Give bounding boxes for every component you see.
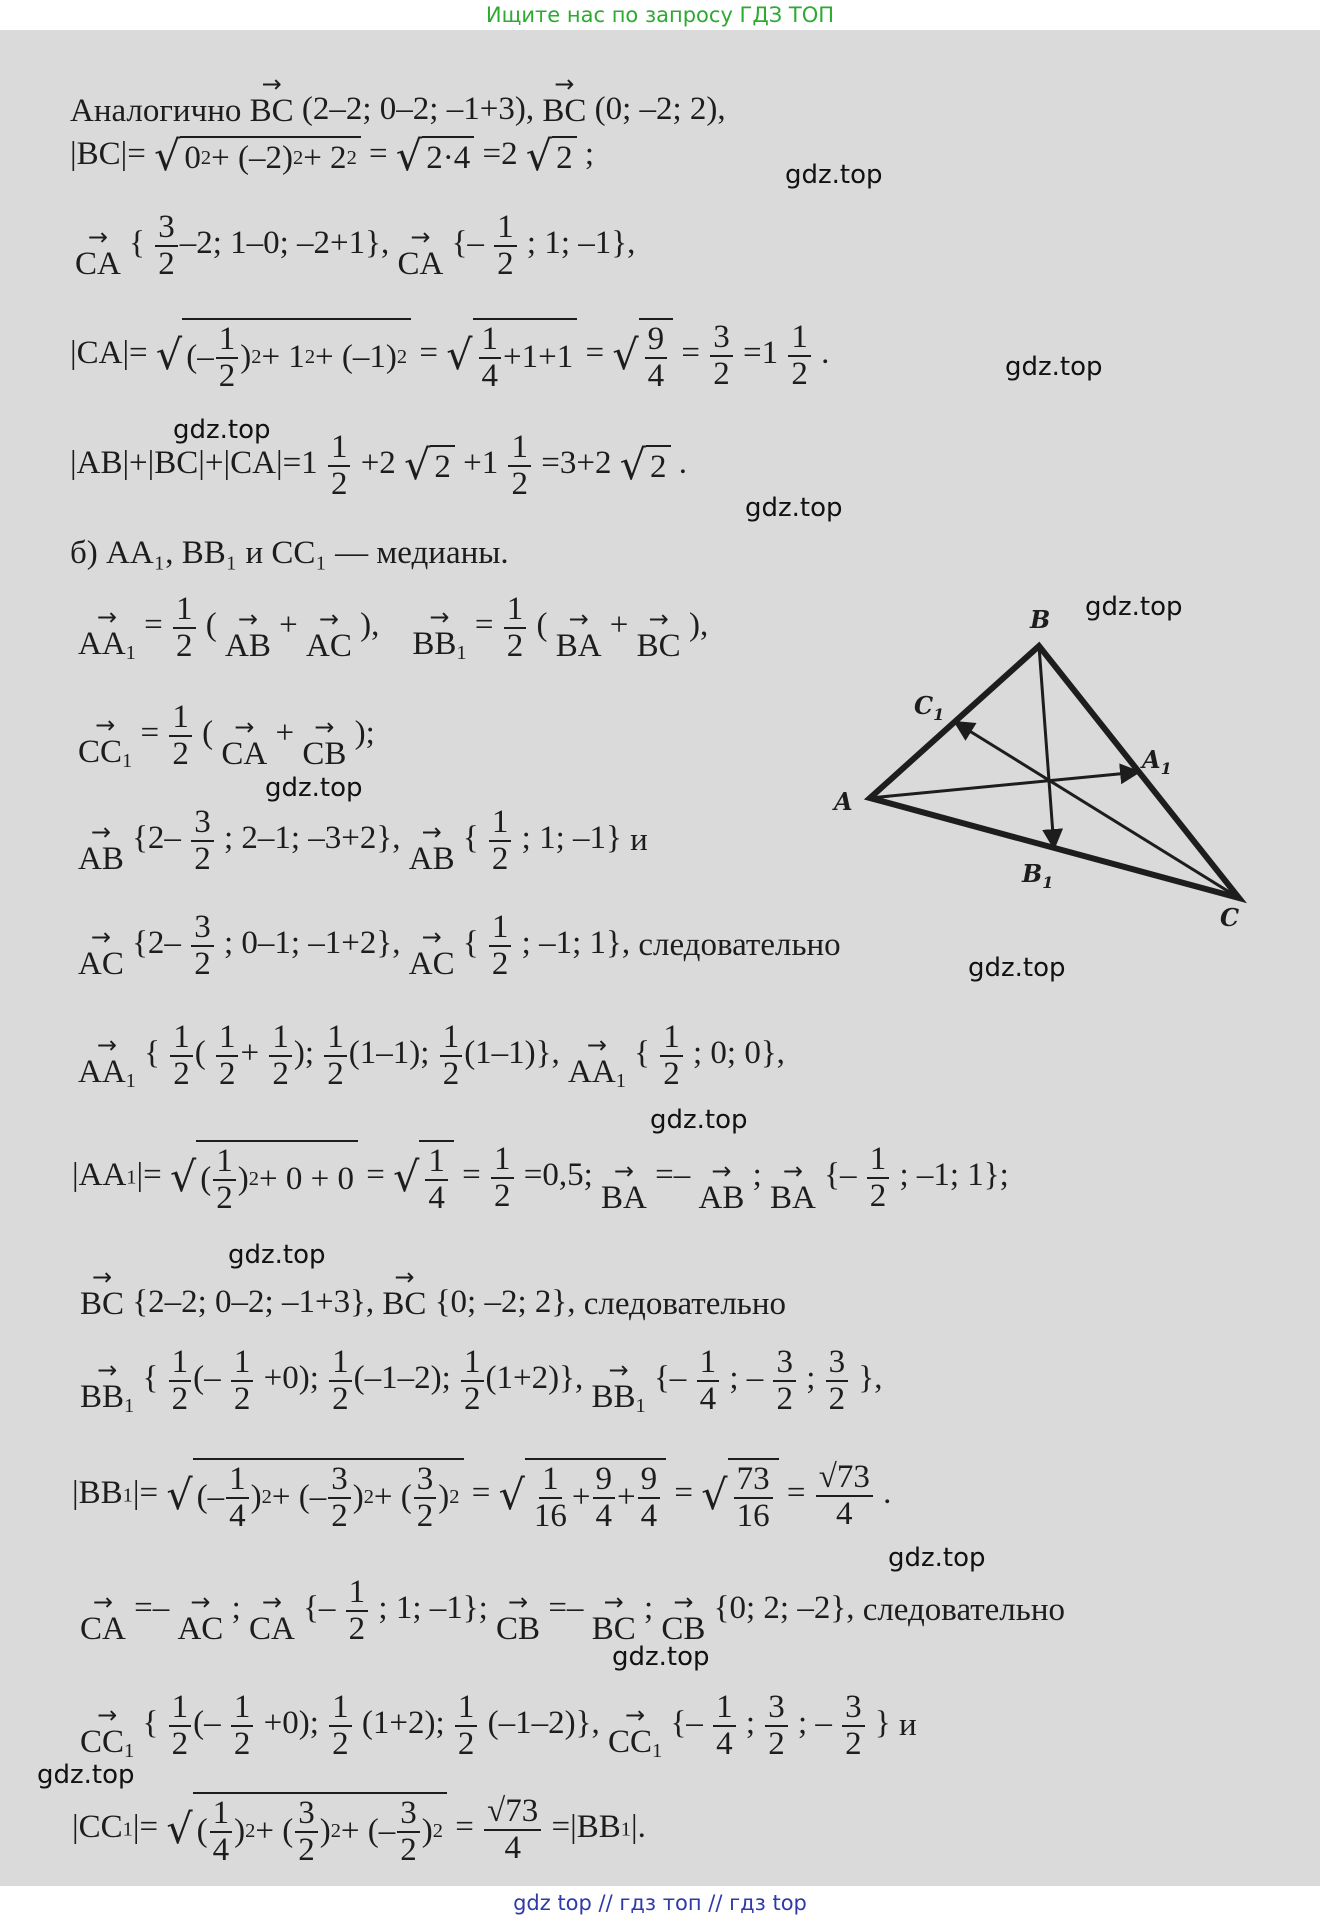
word-hence: следовательно [862, 1592, 1065, 1629]
watermark: gdz.top [1005, 352, 1103, 382]
watermark: gdz.top [612, 1642, 710, 1672]
word-and: и [899, 1707, 917, 1744]
label-c1: $C_1$ [914, 691, 945, 724]
label-b: B [1030, 605, 1051, 634]
formula-line: → BC {2–2; 0–2; –1+3}, → BC {0; –2; 2}, следовательно [80, 1266, 786, 1321]
watermark: gdz.top [785, 160, 883, 190]
watermark: gdz.top [888, 1543, 986, 1573]
word-hence: следовательно [583, 1286, 787, 1322]
formula-line: → $AA_1$ { $\frac{1}{2}$ ( $\frac{1}{2}$ + $\frac{1}{2}$ ); $\frac{1}{2}$ (1–1); $\frac{1}{2}$ (1–1)}, → $AA_1$ { $\frac{1}{2}$ ; 0; 0}, [78, 1020, 785, 1091]
watermark: gdz.top [1085, 592, 1183, 622]
triangle-outline [870, 646, 1239, 898]
label-c: C [1220, 903, 1240, 930]
watermark: gdz.top [650, 1105, 748, 1135]
watermark: gdz.top [265, 773, 363, 803]
median-bb1 [1039, 646, 1054, 848]
median-cc1 [955, 722, 1239, 898]
promo-banner[interactable]: Ищите нас по запросу ГДЗ ТОП [0, 0, 1320, 30]
formula-line [70, 535, 509, 570]
formula-line: → AB {2– $\frac{3}{2}$ ; 2–1; –3+2}, → AB { $\frac{1}{2}$ ; 1; –1} и [78, 805, 648, 876]
watermark: gdz.top [745, 493, 843, 523]
watermark: gdz.top [968, 953, 1066, 983]
formula-line: |CA|= √ (– 1 2 ) 2 + 1 2 + (–1) 2 = √ 1 4 +1+1 = √ 9 4 = $\frac{3}{2}$ =1 $\frac{1}{2}$ . [70, 319, 830, 394]
scanned-page [0, 30, 1320, 1886]
formula-line: Аналогично → BC (2–2; 0–2; –1+3), → BC (0; –2; 2), [70, 73, 726, 128]
median-aa1 [870, 772, 1139, 798]
part-b-intro: б) AA₁, BB₁ и CC₁ — медианы. [70, 534, 509, 571]
formula-line: |CC1|= √ ( 1 4 ) 2 + ( 3 2 ) 2 + (– 3 2 ) 2 = $\frac{√73}{4}$ =|BB1|. [72, 1793, 646, 1868]
label-a: A [834, 787, 853, 816]
formula-line: |AB|+|BC|+|CA|=1 $\frac{1}{2}$ +2 √ 2 +1 $\frac{1}{2}$ =3+2 √ 2 . [70, 429, 688, 502]
footer-links[interactable]: gdz top // гдз топ // гдз top [0, 1886, 1320, 1920]
watermark: gdz.top [228, 1240, 326, 1270]
watermark: gdz.top [37, 1760, 135, 1790]
word-hence: следовательно [638, 927, 841, 964]
word-and: и [630, 822, 648, 859]
label-b1: $B_1$ [1022, 859, 1054, 892]
watermark: gdz.top [173, 415, 271, 445]
word-analog: Аналогично [70, 93, 242, 129]
formula-line: |BB1|= √ (– 1 4 ) 2 + (– 3 2 ) 2 + ( 3 2 ) 2 = √ 1 16 + 9 4 + 9 4 = √ 73 16 = $\frac{√73}{4}$ . [72, 1459, 892, 1534]
formula-line: |AA1|= √ ( 1 2 ) 2 + 0 + 0 = √ 1 4 = $\frac{1}{2}$ =0,5; → BA =– → AB ; → BA {– $\frac{1}{2}$ ; –1; 1}; [72, 1140, 1009, 1215]
label-a1: $A_1$ [1142, 745, 1172, 778]
formula-line: → CA =– → AC ; → CA {– $\frac{1}{2}$ ; 1; –1}; → CB =– → BC ; → CB {0; 2; –2}, следовательно [80, 1575, 1065, 1646]
formula-line: → $AA_1$ = $\frac{1}{2}$ ( → AB + → AC ), → $BB_1$ = $\frac{1}{2}$ ( → BA + → BC ), [78, 592, 708, 663]
formula-line: → AC {2– $\frac{3}{2}$ ; 0–1; –1+2}, → AC { $\frac{1}{2}$ ; –1; 1}, следовательно [78, 910, 841, 981]
formula-line: → $CC_1$ = $\frac{1}{2}$ ( → CA + → CB ); [78, 700, 375, 771]
formula-line: → CA { $\frac{3}{2}$ –2; 1–0; –2+1}, → CA {– $\frac{1}{2}$ ; 1; –1}, [75, 210, 635, 281]
triangle-medians-diagram [830, 590, 1270, 930]
formula-line: |BC|= √ 0 2 + (–2) 2 + 2 2 = √ 2·4 =2 √ 2 ; [70, 132, 595, 180]
formula-line: → $CC_1$ { $\frac{1}{2}$ (– $\frac{1}{2}$ +0); $\frac{1}{2}$ (1+2); $\frac{1}{2}$ (–1–2)}, → $CC_1$ {– $\frac{1}{4}$ ; $\frac{3}{2}$ ; – $\frac{3}{2}$ } и [80, 1690, 917, 1761]
formula-line: → $BB_1$ { $\frac{1}{2}$ (– $\frac{1}{2}$ +0); $\frac{1}{2}$ (–1–2); $\frac{1}{2}$ (1+2)}, → $BB_1$ {– $\frac{1}{4}$ ; – $\frac{3}{2}$ ; $\frac{3}{2}$ }, [80, 1345, 883, 1416]
